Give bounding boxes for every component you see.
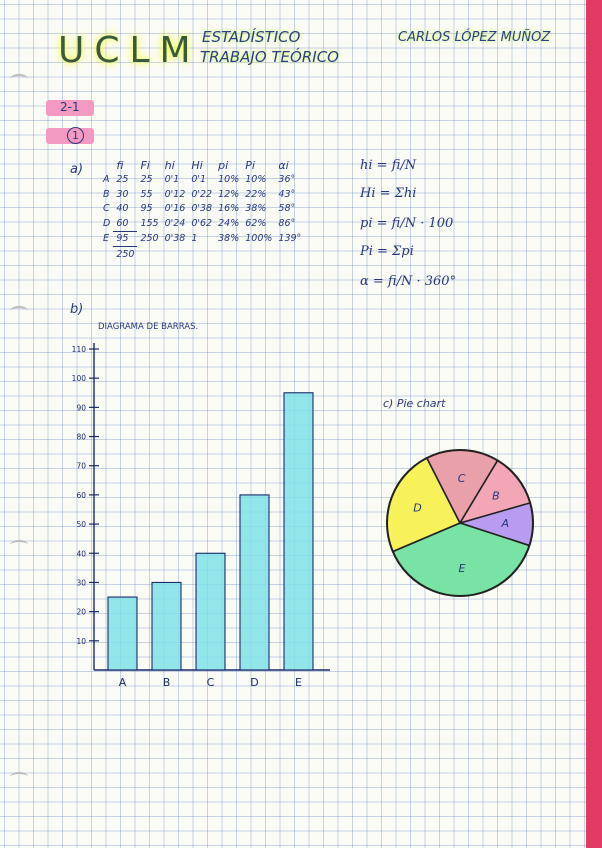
cell: 30 xyxy=(116,188,129,200)
cell: 0'1 xyxy=(191,174,207,186)
cell: 60 xyxy=(116,217,129,229)
bar-chart-title: DIAGRAMA DE BARRAS. xyxy=(98,322,199,332)
col-header: pi xyxy=(218,158,229,172)
cell: 25 xyxy=(116,174,129,186)
cell: A xyxy=(103,174,110,186)
cell: E xyxy=(103,233,110,245)
cell: 40 xyxy=(116,203,129,215)
cell: 62% xyxy=(245,218,267,229)
pie-slice-label: E xyxy=(458,562,466,576)
cell: 100% xyxy=(245,233,273,245)
col-header: Hi xyxy=(191,158,203,172)
cell: 1 xyxy=(191,233,198,245)
cell: 36° xyxy=(278,174,296,186)
y-tick-label: 10 xyxy=(76,636,86,646)
author-name: CARLOS LÓPEZ MUÑOZ xyxy=(398,30,551,45)
cell: 95 xyxy=(140,203,153,215)
formula: pi = fi/N · 100 xyxy=(360,216,454,231)
x-tick-label: B xyxy=(162,676,171,689)
cell: 43° xyxy=(278,188,296,200)
cell: 95 xyxy=(113,231,137,247)
cell: 86° xyxy=(278,218,296,229)
cell: D xyxy=(103,218,111,229)
cell: C xyxy=(103,203,110,215)
pie-slice-label: C xyxy=(457,471,466,485)
cell: 0'22 xyxy=(191,188,213,200)
cell: 22% xyxy=(245,188,267,200)
y-tick-label: 100 xyxy=(71,374,86,384)
y-tick-label: 60 xyxy=(76,490,86,500)
y-tick-label: 110 xyxy=(71,345,86,354)
col-header: fi xyxy=(116,158,124,172)
cell: 0'1 xyxy=(164,174,180,186)
cell: 58° xyxy=(278,203,296,215)
part-b-label: b) xyxy=(70,302,84,317)
cell: 0'38 xyxy=(191,203,213,215)
y-tick-label: 30 xyxy=(76,578,86,588)
y-tick-label: 90 xyxy=(76,403,86,413)
pie-slice-label: A xyxy=(501,517,510,530)
y-tick-label: 20 xyxy=(76,607,86,617)
pie-chart-title: c) Pie chart xyxy=(383,397,446,410)
cell: 0'38 xyxy=(164,233,186,245)
formula: α = fi/N · 360° xyxy=(360,274,457,289)
formula: Pi = Σpi xyxy=(360,244,414,259)
cell: 38% xyxy=(245,203,267,215)
exercise-number: 2-1 xyxy=(60,100,80,114)
y-tick-label: 80 xyxy=(76,432,86,442)
cell: 12% xyxy=(218,188,240,200)
cell: 16% xyxy=(218,203,240,215)
cell: 10% xyxy=(218,174,240,186)
y-tick-label: 70 xyxy=(76,461,86,471)
x-tick-label: C xyxy=(206,676,215,689)
school-title: UCLM xyxy=(58,30,201,71)
cell: 0'16 xyxy=(164,203,186,215)
subject-line-1: ESTADÍSTICO xyxy=(202,28,301,46)
cell: 250 xyxy=(140,233,159,245)
y-tick-label: 50 xyxy=(76,520,86,530)
subject-line-2: TRABAJO TEÓRICO xyxy=(200,48,339,66)
y-tick-label: 40 xyxy=(76,549,86,559)
cell: 55 xyxy=(140,188,153,200)
cell: 0'12 xyxy=(164,188,186,200)
col-header: Fi xyxy=(140,158,150,172)
pie-slice-label: D xyxy=(413,501,422,515)
x-tick-label: D xyxy=(250,676,259,689)
cell: 10% xyxy=(245,174,267,186)
x-tick-label: E xyxy=(295,676,302,689)
cell: 0'24 xyxy=(164,218,186,229)
cell: 139° xyxy=(278,233,302,245)
col-header: Pi xyxy=(245,158,255,172)
formula: Hi = Σhi xyxy=(360,186,417,201)
cell: 155 xyxy=(140,218,159,229)
formula: hi = fi/N xyxy=(360,158,417,173)
cell: 38% xyxy=(218,233,240,245)
col-header: αi xyxy=(278,158,289,172)
part-a-label: a) xyxy=(70,162,84,177)
exercise-part-circle: 1 xyxy=(67,127,84,144)
pie-slice-label: B xyxy=(492,489,500,503)
cell: 24% xyxy=(218,218,240,229)
x-tick-label: A xyxy=(118,676,127,689)
cell: B xyxy=(103,188,110,200)
cell: 25 xyxy=(140,174,153,186)
col-header: hi xyxy=(164,158,175,172)
total-cell: 250 xyxy=(113,247,137,262)
cell: 0'62 xyxy=(191,218,213,229)
